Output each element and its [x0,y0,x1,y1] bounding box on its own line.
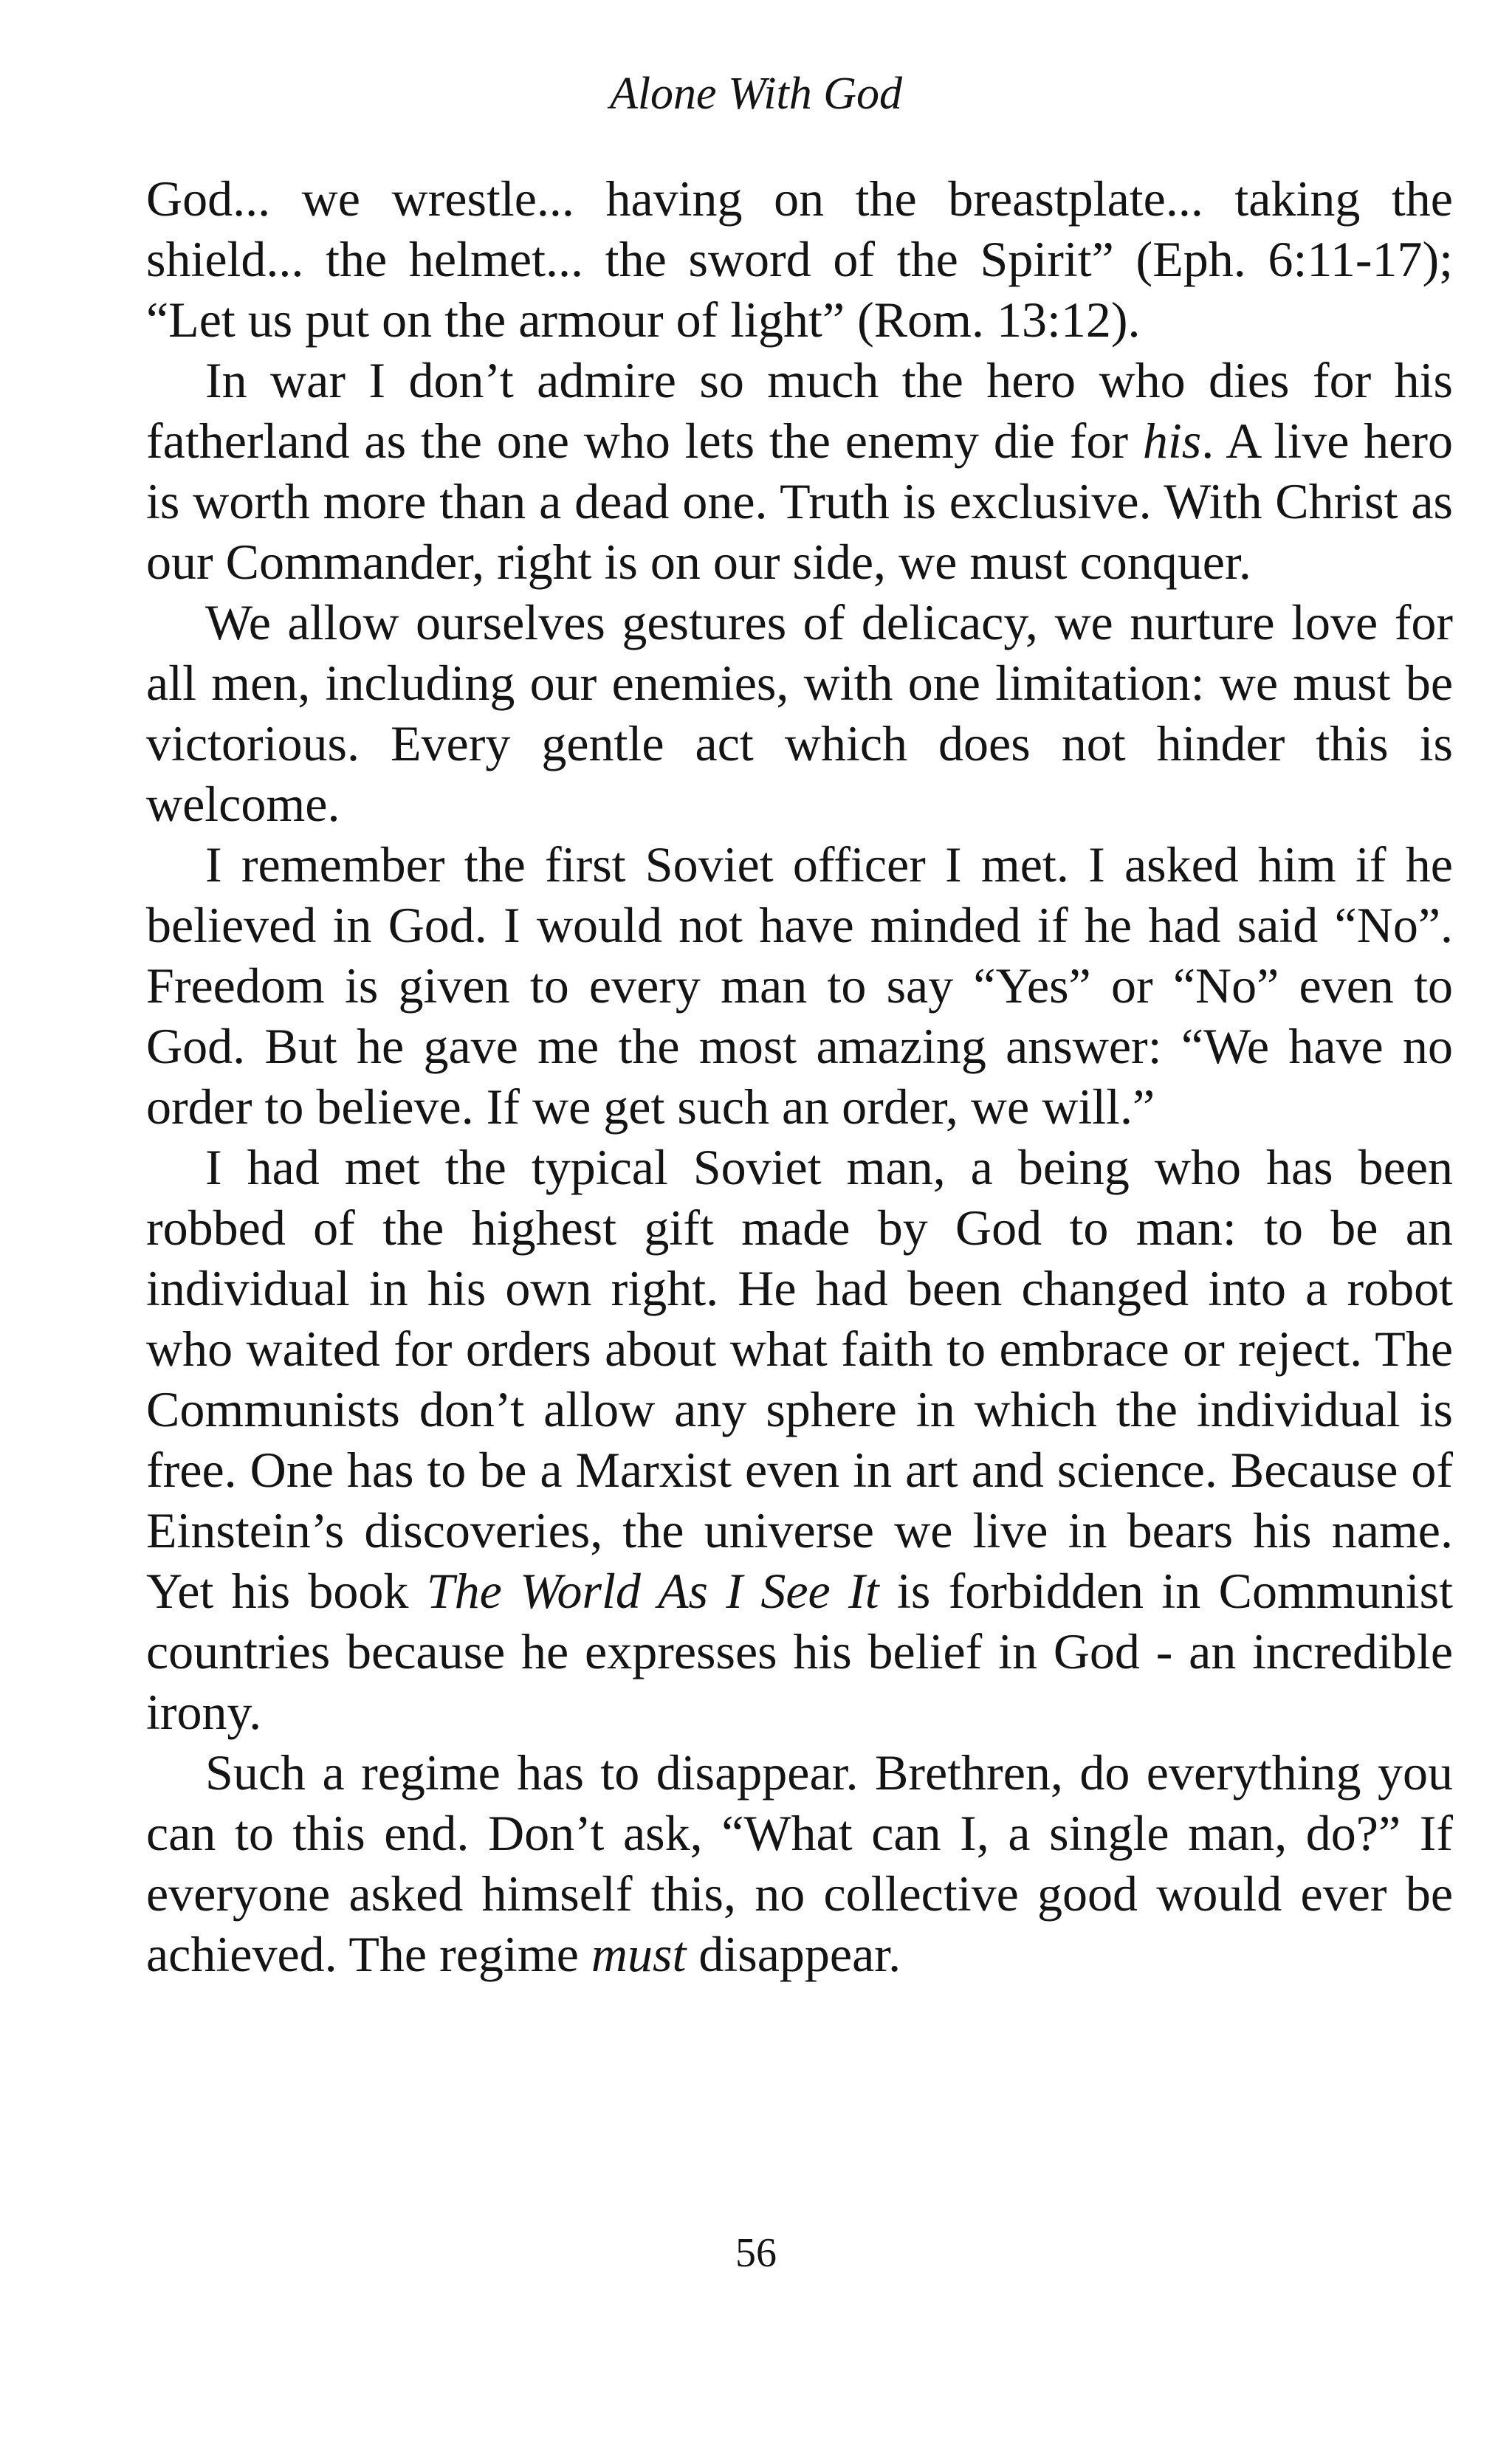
body-text [146,168,1453,1984]
paragraph-soviet-officer: I remember the first Soviet officer I met. I asked him if he believed in God. I would not have minded if he had said “No”. Freedom is given to every man to say “Yes” or “No” even to God. But he gave me the most amazing answer: “We have no order to believe. If we get such an order, we will.” [146,836,1453,1135]
paragraph-gestures-of-delicacy: We allow ourselves gestures of delicacy, we nurture love for all men, including our enemies, with one limitation: we must be victorious. Every gentle act which does not hinder this is welcome. [146,594,1453,832]
page-number: 56 [735,2230,777,2276]
paragraph-text: . A live hero is worth more than a dead one. Truth is exclusive. With Christ as our Commander, right is on our side, we must conquer. [146,413,1454,590]
paragraph-regime-must-disappear [146,1742,1453,1984]
paragraph-typical-soviet-man [146,1137,1453,1742]
paragraph-text: disappear. [686,1926,901,1982]
paragraph-armour-of-god: God... we wrestle... having on the breastplate... taking the shield... the helmet... the sword of the Spirit” (Eph. 6:11-17); “Let us put on the armour of light” (Rom. 13:12). [146,171,1453,348]
paragraph-text: is forbidden in Communist countries because he expresses his belief in God - an incredible irony. [146,1563,1454,1740]
paragraph-text: Such a regime has to disappear. Brethren, do everything you can to this end. Don’t ask, “What can I, a single man, do?” If everyone asked himself this, no collective good would ever be achieved. The regime [146,1744,1453,1982]
book-title: The World As I See It [426,1563,879,1619]
italic-emphasis: must [591,1926,687,1982]
running-header: Alone With God [609,69,903,119]
italic-emphasis: his [1142,413,1202,469]
paragraph-text: I had met the typical Soviet man, a being who has been robbed of the highest gift made by God to man: to be an individual in his own right. He had been changed into a robot who waited for orders about what faith to embrace or reject. The Communists don’t allow any sphere in which the individual is free. One has to be a Marxist even in art and science. Because of Einstein’s discoveries, the universe we live in bears his name. Yet his book [146,1139,1453,1619]
paragraph-live-hero [146,350,1453,592]
paragraph-text: In war I don’t admire so much the hero who dies for his fatherland as the one who lets the enemy die for [146,352,1453,469]
